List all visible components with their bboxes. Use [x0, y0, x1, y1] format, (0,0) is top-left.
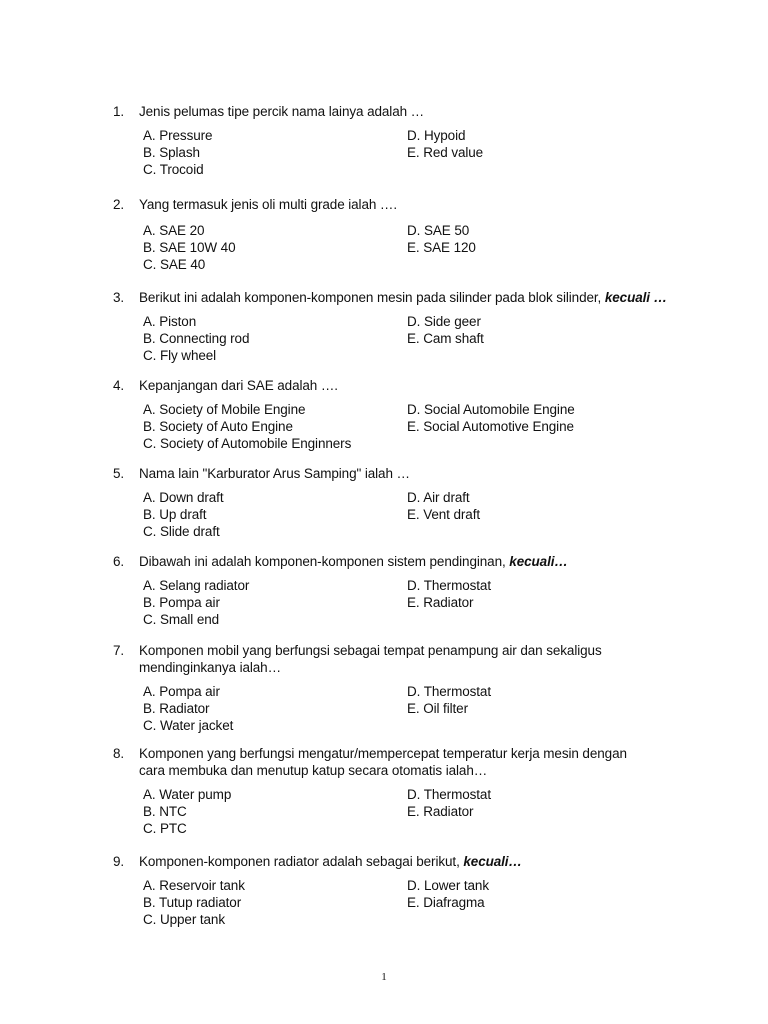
answer-option: E. Radiator: [407, 595, 474, 610]
question-text: Komponen yang berfungsi mengatur/mempercepat temperatur kerja mesin dengan cara membuka dan menutup katup secara otomatis ialah…: [139, 746, 627, 778]
answer-option: E. SAE 120: [407, 240, 476, 255]
answer-option: E. Radiator: [407, 804, 474, 819]
answer-option: B. Up draft: [143, 507, 207, 522]
answer-option: D. Air draft: [407, 490, 470, 505]
answer-option: D. Social Automobile Engine: [407, 402, 575, 417]
answer-options: [143, 577, 633, 628]
answer-option: A. SAE 20: [143, 223, 205, 238]
answer-option: E. Cam shaft: [407, 331, 484, 346]
answer-option: [407, 161, 647, 178]
answer-option: A. Pompa air: [143, 684, 220, 699]
answer-option: D. SAE 50: [407, 223, 470, 238]
answer-option: B. NTC: [143, 804, 187, 819]
answer-options: [143, 222, 633, 273]
answer-option: [407, 347, 647, 364]
question-5: [113, 465, 633, 540]
answer-options: [143, 489, 633, 540]
answer-options: [143, 127, 633, 178]
answer-option: [407, 611, 647, 628]
question-7: [113, 642, 633, 734]
question-2: [113, 196, 633, 273]
answer-options: [143, 877, 633, 928]
question-4: [113, 377, 633, 452]
answer-option: D. Lower tank: [407, 878, 489, 893]
question-8: [113, 745, 633, 837]
answer-option: A. Water pump: [143, 787, 232, 802]
question-number: 2.: [113, 197, 125, 212]
answer-option: D. Thermostat: [407, 684, 491, 699]
answer-option: A. Down draft: [143, 490, 224, 505]
answer-option: A. Pressure: [143, 128, 213, 143]
answer-options: [143, 401, 633, 452]
answer-option: D. Side geer: [407, 314, 481, 329]
question-number: 9.: [113, 854, 125, 869]
answer-option: D. Hypoid: [407, 128, 466, 143]
answer-option: C. Upper tank: [143, 912, 225, 927]
answer-option: A. Piston: [143, 314, 197, 329]
question-1: [113, 103, 633, 178]
answer-option: A. Society of Mobile Engine: [143, 402, 306, 417]
answer-option: [407, 820, 647, 837]
answer-option: B. Pompa air: [143, 595, 220, 610]
question-number: 6.: [113, 554, 125, 569]
question-text: Komponen mobil yang berfungsi sebagai tempat penampung air dan sekaligus mendinginkanya ialah…: [139, 643, 602, 675]
answer-option: [407, 523, 647, 540]
answer-options: [143, 786, 633, 837]
question-number: 3.: [113, 290, 125, 305]
answer-options: [143, 683, 633, 734]
answer-option: B. Splash: [143, 145, 200, 160]
answer-option: B. Connecting rod: [143, 331, 250, 346]
question-text: Dibawah ini adalah komponen-komponen sistem pendinginan, kecuali…: [139, 554, 568, 569]
answer-option: D. Thermostat: [407, 578, 491, 593]
answer-option: C. SAE 40: [143, 257, 206, 272]
answer-option: A. Reservoir tank: [143, 878, 245, 893]
answer-option: C. Slide draft: [143, 524, 220, 539]
answer-option: B. Radiator: [143, 701, 210, 716]
question-number: 4.: [113, 378, 125, 393]
question-text: Komponen-komponen radiator adalah sebagai berikut, kecuali…: [139, 854, 522, 869]
page-number: 1: [381, 971, 387, 983]
answer-options: [143, 313, 633, 364]
answer-option: E. Vent draft: [407, 507, 480, 522]
question-6: [113, 553, 633, 628]
question-text: Kepanjangan dari SAE adalah ….: [139, 378, 338, 393]
answer-option: C. Trocoid: [143, 162, 204, 177]
question-number: 1.: [113, 104, 125, 119]
answer-option: A. Selang radiator: [143, 578, 250, 593]
answer-option: B. Tutup radiator: [143, 895, 242, 910]
question-number: 8.: [113, 746, 125, 761]
question-number: 5.: [113, 466, 125, 481]
answer-option: E. Social Automotive Engine: [407, 419, 574, 434]
answer-option: C. Water jacket: [143, 718, 234, 733]
answer-option: C. PTC: [143, 821, 187, 836]
question-3: [113, 289, 667, 364]
question-text: Berikut ini adalah komponen-komponen mesin pada silinder pada blok silinder, kecuali …: [139, 290, 667, 305]
answer-option: B. SAE 10W 40: [143, 240, 236, 255]
answer-option: [407, 717, 647, 734]
question-number: 7.: [113, 643, 125, 658]
question-text: Yang termasuk jenis oli multi grade ialah ….: [139, 197, 397, 212]
answer-option: C. Small end: [143, 612, 220, 627]
answer-option: E. Red value: [407, 145, 484, 160]
question-9: [113, 853, 633, 928]
answer-option: E. Diafragma: [407, 895, 485, 910]
question-text: Nama lain "Karburator Arus Samping" ialah …: [139, 466, 410, 481]
answer-option: C. Fly wheel: [143, 348, 217, 363]
answer-option: [407, 911, 647, 928]
answer-option: E. Oil filter: [407, 701, 468, 716]
answer-option: C. Society of Automobile Enginners: [143, 436, 352, 451]
answer-option: B. Society of Auto Engine: [143, 419, 293, 434]
answer-option: D. Thermostat: [407, 787, 491, 802]
question-text: Jenis pelumas tipe percik nama lainya adalah …: [139, 104, 425, 119]
answer-option: [407, 435, 647, 452]
answer-option: [407, 256, 647, 273]
